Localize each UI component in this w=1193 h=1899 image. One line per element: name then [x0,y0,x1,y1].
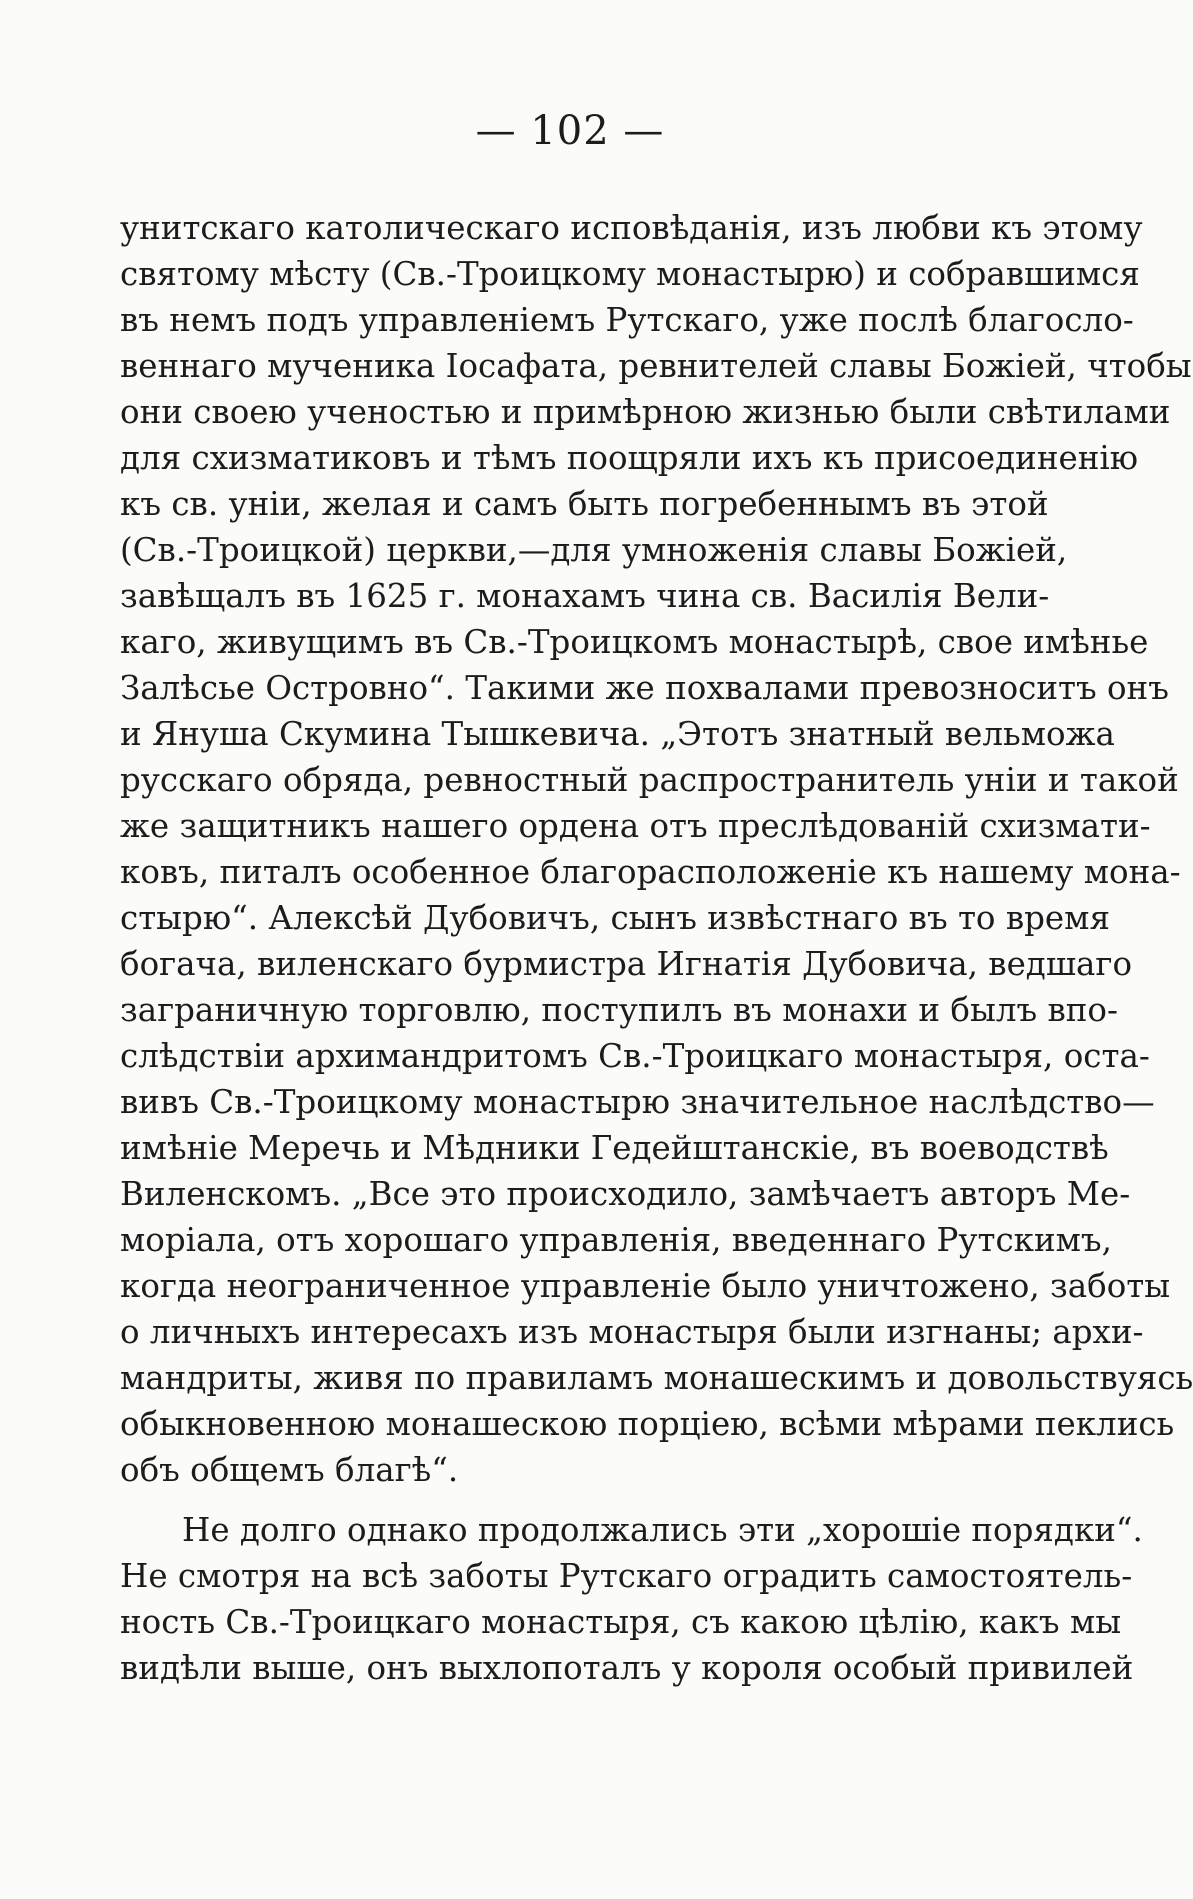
text-line: мандриты, живя по правиламъ монашескимъ и довольствуясь [120,1359,1193,1397]
text-line: Виленскомъ. „Все это происходило, замѣчаетъ авторъ Ме- [120,1175,1131,1213]
text-line: вивъ Св.-Троицкому монастырю значительное наслѣдство— [120,1083,1155,1121]
text-line: они своею ученостью и примѣрною жизнью были свѣтилами [120,393,1171,431]
text-line: и Януша Скумина Тышкевича. „Этотъ знатный вельможа [120,715,1115,753]
text-line: въ немъ подъ управленіемъ Рутскаго, уже послѣ благосло- [120,301,1134,339]
text-line: къ св. уніи, желая и самъ быть погребеннымъ въ этой [120,485,1049,523]
text-line: святому мѣсту (Св.-Троицкому монастырю) и собравшимся [120,255,1140,293]
text-line: веннаго мученика Іосафата, ревнителей славы Божіей, чтобы [120,347,1192,385]
page-number: — 102 — [475,108,665,154]
text-line: слѣдствіи архимандритомъ Св.-Троицкаго монастыря, оста- [120,1037,1150,1075]
text-line: ковъ, питалъ особенное благорасположеніе къ нашему мона- [120,853,1181,891]
paragraph-1 [120,205,1193,1493]
text-line: (Св.-Троицкой) церкви,—для умноженія славы Божіей, [120,531,1068,569]
text-line: обыкновенною монашескою порціею, всѣми мѣрами пеклись [120,1405,1175,1443]
text-line: Не смотря на всѣ заботы Рутскаго оградить самостоятель- [120,1557,1133,1595]
text-line: когда неограниченное управленіе было уничтожено, заботы [120,1267,1171,1305]
text-line: ность Св.-Троицкаго монастыря, съ какою цѣлію, какъ мы [120,1603,1122,1641]
text-line: каго, живущимъ въ Св.-Троицкомъ монастырѣ, свое имѣнье [120,623,1149,661]
body-text [120,205,1193,1691]
text-line: видѣли выше, онъ выхлопоталъ у короля особый привилей [120,1649,1134,1687]
text-line: стырю“. Алексѣй Дубовичъ, сынъ извѣстнаго въ то время [120,899,1110,937]
text-line: русскаго обряда, ревностный распространитель уніи и такой [120,761,1179,799]
paragraph-gap [120,1493,1046,1507]
text-line: для схизматиковъ и тѣмъ поощряли ихъ къ присоединенію [120,439,1139,477]
paragraph-2 [120,1507,1143,1691]
text-line: богача, виленскаго бурмистра Игнатія Дубовича, ведшаго [120,945,1133,983]
text-line: о личныхъ интересахъ изъ монастыря были изгнаны; архи- [120,1313,1144,1351]
text-line: моріала, отъ хорошаго управленія, введеннаго Рутскимъ, [120,1221,1112,1259]
text-line: унитскаго католическаго исповѣданія, изъ любви къ этому [120,209,1143,247]
text-line: Не долго однако продолжались эти „хорошіе порядки“. [182,1511,1143,1549]
text-line: объ общемъ благѣ“. [120,1451,459,1489]
text-line: завѣщалъ въ 1625 г. монахамъ чина св. Василія Вели- [120,577,1050,615]
text-line: Залѣсье Островно“. Такими же похвалами превозноситъ онъ [120,669,1169,707]
text-line: же защитникъ нашего ордена отъ преслѣдованій схизмати- [120,807,1151,845]
text-line: заграничную торговлю, поступилъ въ монахи и былъ впо- [120,991,1118,1029]
text-line: имѣніе Меречь и Мѣдники Гедейштанскіе, въ воеводствѣ [120,1129,1109,1167]
